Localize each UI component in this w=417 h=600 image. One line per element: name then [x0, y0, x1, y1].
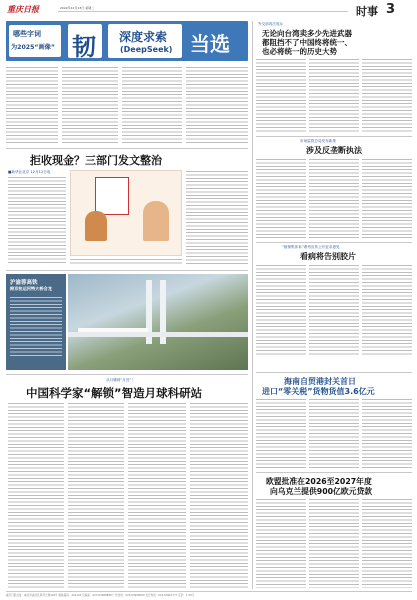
column-separator	[252, 21, 253, 589]
taiwan-body-col-2	[309, 58, 359, 132]
cash-kicker: ■新华社北京 12月12日电	[8, 170, 51, 174]
taiwan-title-3: 也必将统一的历史大势	[262, 47, 337, 56]
words-article-body-4	[186, 66, 248, 144]
banner-left-top: 哪些字词	[13, 30, 41, 38]
masthead	[0, 0, 417, 20]
footer-rule	[6, 591, 412, 592]
divider-photo-top	[6, 270, 248, 271]
taiwan-title-2: 都阻挡不了中国终将统一、	[262, 38, 352, 47]
bridge-train	[78, 328, 148, 332]
divider-cash-top	[6, 148, 248, 149]
words-article-body	[6, 66, 58, 144]
hainan-body-col-2	[309, 398, 359, 468]
bridge-deck	[68, 332, 248, 337]
date-line: 2022年12月13日 星期二	[60, 6, 95, 10]
newspaper-logo: 重庆日报	[7, 4, 39, 14]
fraud-headline: 涉及反垄断执法	[306, 146, 362, 155]
taiwan-body-col-3	[362, 58, 412, 132]
banner-char-1: 韧	[72, 32, 96, 61]
copyright-body-col-2	[309, 264, 359, 356]
banner-char-box-1	[68, 24, 102, 61]
photo-caption-text	[10, 296, 62, 356]
moon-kicker: 从月壤到“月宫”！	[106, 378, 135, 382]
divider-eu-top	[256, 472, 412, 473]
divider-copyright-top	[256, 242, 412, 243]
cartoon-figure-2	[143, 201, 169, 241]
masthead-divider	[58, 11, 348, 12]
banner-left-box	[9, 25, 61, 57]
eu-title-2: 向乌克兰提供900亿欧元贷款	[270, 487, 373, 496]
banner-char-2: 当选	[190, 32, 230, 56]
fraud-body-col-2	[309, 158, 359, 238]
photo-title-2: 跨京杭运河特大桥合龙	[10, 286, 52, 291]
cash-headline: 拒收现金？三部门发文整治	[30, 154, 162, 167]
page-number: 3	[386, 2, 396, 17]
fraud-kicker: 市场监管总局发布新规	[300, 139, 336, 143]
eu-body-col-1	[256, 498, 306, 588]
eu-title-1: 欧盟批准在2026至2027年度	[266, 477, 372, 486]
copyright-body-col-1	[256, 264, 306, 356]
hainan-title-1: 海南自贸港封关首日	[284, 377, 356, 386]
moon-body-col-1	[8, 402, 64, 588]
divider-hainan-top	[256, 372, 412, 373]
divider-fraud-top	[256, 136, 412, 137]
moon-body-col-2	[68, 402, 124, 588]
banner-mid-bottom: (DeepSeek)	[120, 45, 173, 54]
words-article-body-3	[122, 66, 182, 144]
eu-body-col-2	[309, 498, 359, 588]
words-article-body-2	[62, 66, 118, 144]
copyright-kicker: “版保集体诉”系列宣传公开征求意见	[282, 245, 340, 249]
taiwan-title-1: 无论向台湾卖多少先进武器	[262, 29, 352, 38]
section-title: 时事	[356, 5, 378, 18]
copyright-headline: 看病将告别胶片	[300, 252, 356, 261]
moon-body-col-3	[128, 402, 186, 588]
cash-caption	[70, 258, 182, 266]
cash-cartoon	[70, 170, 182, 256]
hainan-body-col-3	[362, 398, 412, 468]
moon-body-col-4	[190, 402, 248, 588]
cash-body-col-3	[186, 170, 248, 266]
fraud-body-col-3	[362, 158, 412, 238]
hainan-title-2: 进口“零关税”货物货值3.6亿元	[262, 387, 375, 396]
bridge-photo	[68, 274, 248, 370]
banner-mid-top: 深度求索	[119, 30, 168, 44]
moon-headline: 中国科学家“解锁”智造月球科研站	[26, 386, 203, 400]
banner-left-bottom: 为2025“画像”	[11, 44, 55, 51]
cartoon-figure	[85, 211, 107, 241]
divider-moon-top	[6, 374, 248, 375]
photo-title-1: 沪渝蓉高铁	[10, 280, 38, 286]
photo-caption-box	[6, 274, 66, 370]
eu-body-col-3	[362, 498, 412, 588]
footer-text: 重庆日报社址：重庆市渝北区同茂大道416号 邮政编码：401120 总编室：023-63908888 广告热线：023-63908000 发行热线：023-63907777 定价：1.50元	[6, 594, 195, 597]
taiwan-kicker: 外交部再次驳斥	[258, 22, 284, 26]
taiwan-body-col-1	[256, 58, 306, 132]
words-of-year-banner	[6, 21, 248, 61]
fraud-body-col-1	[256, 158, 306, 238]
copyright-body-col-3	[362, 264, 412, 356]
banner-mid-box	[108, 24, 182, 58]
cartoon-sign	[95, 177, 129, 215]
cash-body-col-1	[8, 176, 66, 264]
hainan-body-col-1	[256, 398, 306, 468]
